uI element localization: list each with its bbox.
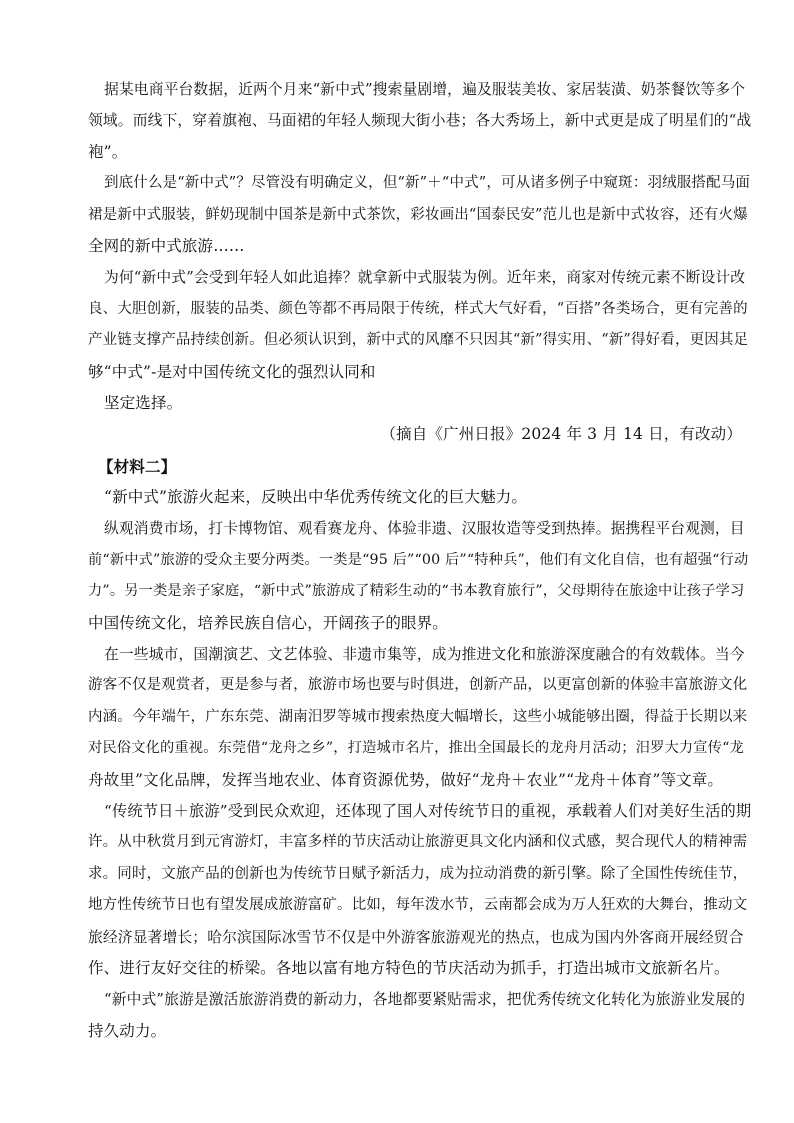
paragraph-8 — [88, 984, 752, 1047]
text-line: 产业链支撑产品持续创新。但必须认识到，新中式的风靡不只因其“新”得实用、“新”得好看，更因其足 — [88, 332, 749, 349]
text-line: 良、大胆创新，服装的品类、颜色等都不再局限于传统，样式大气好看，“百搭”各类场合，更有完善的 — [88, 300, 748, 317]
text-line: 舟故里”文化品牌，发挥当地农业、体育资源优势，做好“龙舟＋农业”“龙舟＋体育”等文章。 — [88, 770, 724, 789]
text-line: 地方性传统节日也有望发展成旅游富矿。比如，每年泼水节，云南都会成为万人狂欢的大舞台，推动文 — [88, 897, 748, 914]
text-line: 够“中式”-是对中国传统文化的强烈认同和 — [88, 362, 376, 381]
text-line: 纵观消费市场，打卡博物馆、观看赛龙舟、体验非遗、汉服妆造等受到热捧。据携程平台观测，目 — [104, 520, 745, 538]
paragraph-7 — [88, 796, 752, 984]
text-line: 袍”。 — [88, 142, 128, 161]
paragraph-5 — [88, 513, 752, 639]
text-line: 在一些城市，国潮演艺、文艺体验、非遗市集等，成为推进文化和旅游深度融合的有效载体。当今 — [104, 646, 745, 664]
text-line: “新中式”旅游火起来，反映出中华优秀传统文化的巨大魅力。 — [104, 488, 528, 507]
text-line: 裙是新中式服装，鲜奶现制中国茶是新中式茶饮，彩妆画出“国泰民安”范儿也是新中式妆容，还有火爆 — [88, 206, 748, 223]
text-line: 旅经济显著增长；哈尔滨国际冰雪节不仅是中外游客旅游观光的热点，也成为国内外客商开展经贸合 — [88, 928, 744, 946]
material-two-heading: 【材料二】 — [98, 456, 177, 476]
paragraph-1 — [88, 74, 752, 168]
paragraph-2 — [88, 168, 752, 262]
text-line: 力”。另一类是亲子家庭，“新中式”旅游成了精彩生动的“书本教育旅行”，父母期待在旅途中让孩子学习 — [88, 583, 745, 600]
text-line: 领域。而线下，穿着旗袍、马面裙的年轻人频现大街小巷；各大秀场上，新中式更是成了明星们的“战 — [88, 112, 752, 130]
text-line: “传统节日＋旅游”受到民众欢迎，还体现了国人对传统节日的重视，承载着人们对美好生活的期 — [104, 801, 752, 820]
text-line: 持久动力。 — [88, 1021, 167, 1040]
text-line: 中国传统文化，培养民族自信心，开阔孩子的眼界。 — [88, 613, 448, 632]
text-line: 全网的新中式旅游…… — [88, 236, 245, 255]
source-citation: （摘自《广州日报》2024 年 3 月 14 日，有改动） — [380, 425, 742, 444]
text-line: “新中式”旅游是激活旅游消费的新动力，各地都要紧贴需求，把优秀传统文化转化为旅游业发展的 — [104, 991, 746, 1009]
text-line: 为何“新中式”会受到年轻人如此追捧？就拿新中式服装为例。近年来，商家对传统元素不断设计改 — [104, 269, 746, 287]
text-line: 据某电商平台数据，近两个月来“新中式”搜索量剧增，遍及服装美妆、家居装潢、奶茶餐饮等多个 — [104, 81, 746, 98]
text-line: 许。从中秋赏月到元宵游灯，丰富多样的节庆活动让旅游更具文化内涵和仪式感，契合现代人的精神需 — [88, 834, 748, 851]
article-body — [88, 74, 752, 1047]
text-line: 内涵。今年端午，广东东莞、湖南汨罗等城市搜索热度大幅增长，这些小城能够出圈，得益于长期以来 — [88, 708, 748, 725]
text-line: 对民俗文化的重视。东莞借“龙舟之乡”，打造城市名片，推出全国最长的龙舟月活动；汨罗大力宣传“龙 — [88, 740, 744, 757]
text-line: 坚定选择。 — [104, 393, 183, 412]
text-line: 前“新中式”旅游的受众主要分两类。一类是“95 后”“00 后”“特种兵”，他们有文化自信，也有超强“行动 — [88, 551, 749, 568]
text-line: 到底什么是“新中式”？尽管没有明确定义，但“新”＋“中式”，可从诸多例子中窥斑：羽绒服搭配马面 — [104, 175, 751, 192]
paragraph-3 — [88, 262, 752, 419]
text-line: 求。同时，文旅产品的创新也为传统节日赋予新活力，成为拉动消费的新引擎。除了全国性传统佳节， — [88, 865, 748, 882]
paragraph-4 — [88, 482, 752, 513]
paragraph-6 — [88, 639, 752, 796]
text-line: 作、进行友好交往的桥梁。各地以富有地方特色的节庆活动为抓手，打造出城市文旅新名片。 — [88, 958, 730, 977]
text-line: 游客不仅是观赏者，更是参与者，旅游市场也要与时俱进，创新产品，以更富创新的体验丰富旅游文化 — [88, 677, 748, 694]
